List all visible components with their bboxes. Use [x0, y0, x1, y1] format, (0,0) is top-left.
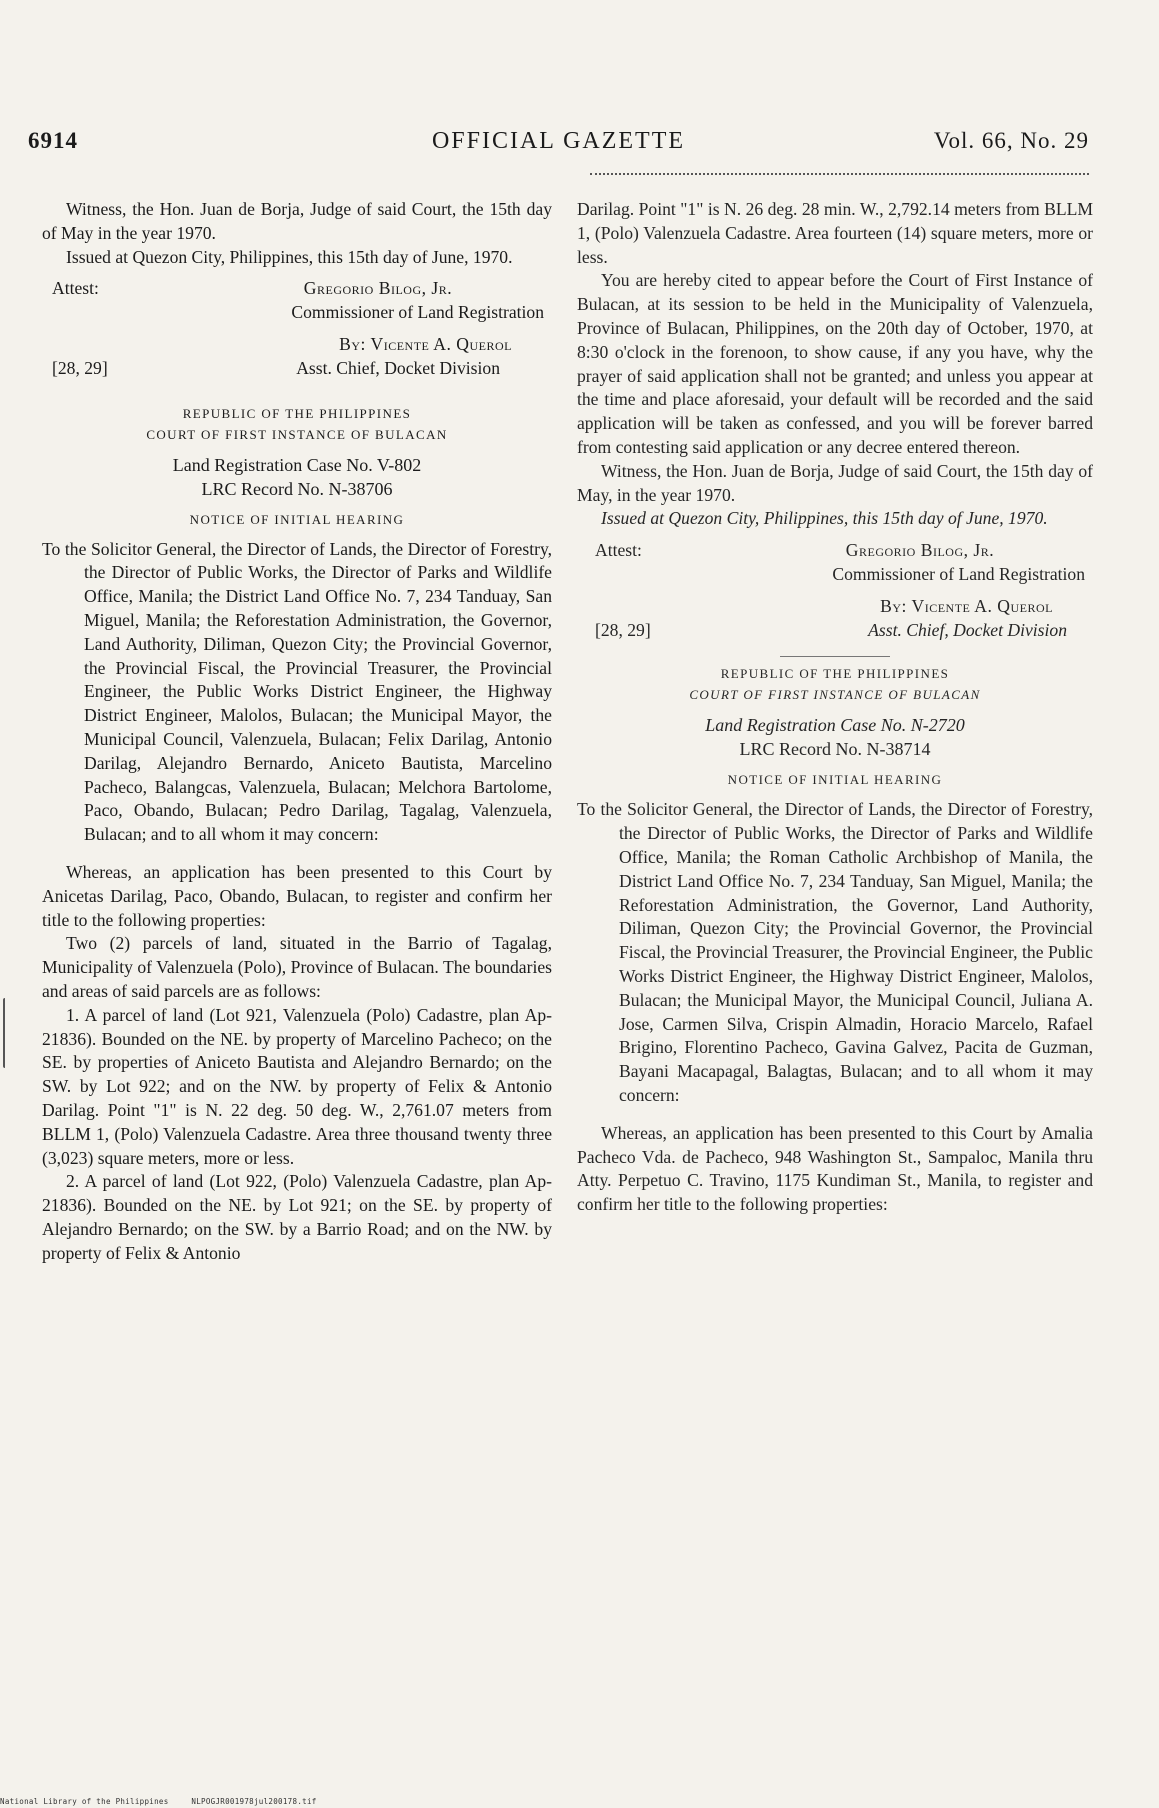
case-number: Land Registration Case No. N-2720	[705, 715, 965, 736]
scan-filename: NLPOGJR001978jul200178.tif	[191, 1797, 317, 1806]
library-credit: National Library of the Philippines	[0, 1797, 169, 1806]
attest-label: Attest:	[52, 278, 99, 299]
attest-label: Attest:	[595, 540, 642, 561]
issue-reference: [28, 29]	[595, 619, 651, 640]
republic-heading: REPUBLIC OF THE PHILIPPINES	[182, 405, 412, 421]
cited-paragraph: You are hereby cited to appear before the Court of First Instance of Bulacan, at its session to be held in the Municipality of Valenzuela, Province of Bulacan, Philippines, on the 20th day of October, 1970, at 8:30 o'clock in the forenoon, to show cause, if any you have, why the prayer of said application shall not be granted; and unless you appear at the time and place aforesaid, your default will be recorded and the said application will be taken as confessed, and you will be forever barred from contesting said application or any decree entered thereon.	[577, 270, 1093, 457]
issued-paragraph: Issued at Quezon City, Philippines, this 15th day of June, 1970.	[601, 508, 1048, 529]
notice-heading: NOTICE OF INITIAL HEARING	[189, 511, 405, 527]
publication-title: OFFICIAL GAZETTE	[431, 128, 686, 154]
left-column	[42, 198, 552, 1265]
parcel-two: 2. A parcel of land (Lot 922, (Polo) Valenzuela Cadastre, plan Ap-21836). Bounded on the NE. by Lot 921; on the SE. by property of Alejandro Bernardo; on the SW. by a Barrio Road; and on the NW. by property of Felix & Antonio	[42, 1171, 552, 1263]
parcel-continuation: Darilag. Point "1" is N. 26 deg. 28 min. W., 2,792.14 meters from BLLM 1, (Polo) Valenzuela Cadastre. Area fourteen (14) square meters, more or less.	[577, 199, 1093, 267]
issue-reference: [28, 29]	[52, 357, 108, 378]
commissioner-title: Commissioner of Land Registration	[291, 302, 544, 323]
lrc-record: LRC Record No. N-38714	[739, 739, 931, 760]
ref-line	[42, 357, 552, 381]
case-number: Land Registration Case No. V-802	[172, 454, 422, 475]
scan-edge-mark	[3, 998, 8, 1068]
addressees-paragraph: To the Solicitor General, the Director of Lands, the Director of Forestry, the Director of Public Works, the Director of Parks and Wildlife Office, Manila; the District Land Office No. 7, 234 Tanduay, San Miguel, Manila; the Reforestation Administration, the Governor, Land Authority, Diliman, Quezon City; the Provincial Governor, the Provincial Fiscal, the Provincial Treasurer, the Provincial Engineer, the Public Works District Engineer, the Highway District Engineer, Malolos, Bulacan; the Municipal Mayor, the Municipal Council, Valenzuela, Bulacan; Felix Darilag, Antonio Darilag, Alejandro Bernardo, Aniceto Bautista, Marcelino Pacheco, Balangcas, Valenzuela, Bulacan; Melchora Bartolome, Paco, Obando, Bulacan; Pedro Darilag, Tagalag, Valenzuela, Bulacan; and to all whom it may concern:	[42, 538, 552, 845]
ref-line	[577, 619, 1093, 643]
right-column	[577, 198, 1093, 1217]
attest-line	[577, 539, 1093, 563]
whereas-paragraph: Whereas, an application has been presented to this Court by Amalia Pacheco Vda. de Pacheco, 948 Washington St., Sampaloc, Manila thru Atty. Perpetuo C. Travino, 1175 Kundiman St., Manila, to register and confirm her title to the following properties:	[577, 1122, 1093, 1215]
notice-heading: NOTICE OF INITIAL HEARING	[727, 772, 943, 788]
page-number: 6914	[28, 128, 78, 153]
lrc-record: LRC Record No. N-38706	[201, 478, 393, 499]
whereas-paragraph: Whereas, an application has been presented to this Court by Anicetas Darilag, Paco, Obando, Bulacan, to register and confirm her title to the following properties:	[42, 861, 552, 930]
parcel-one: 1. A parcel of land (Lot 921, Valenzuela (Polo) Cadastre, plan Ap-21836). Bounded on the NE. by property of Marcelino Pacheco; on the SE. by properties of Aniceto Bautista and Alejandro Bernardo; on the SW. by Lot 922; and on the NW. by property of Felix & Antonio Darilag. Point "1" is N. 22 deg. 50 deg. W., 2,761.07 meters from BLLM 1, (Polo) Valenzuela Cadastre. Area three thousand twenty three (3,023) square meters, more or less.	[42, 1004, 552, 1168]
court-heading: COURT OF FIRST INSTANCE OF BULACAN	[689, 687, 981, 703]
by-line: By: Vicente A. Querol	[880, 595, 1053, 616]
issued-paragraph: Issued at Quezon City, Philippines, this 15th day of June, 1970.	[66, 246, 513, 267]
asst-chief-title: Asst. Chief, Docket Division	[868, 619, 1067, 640]
page-header	[28, 128, 1089, 162]
parcels-intro: Two (2) parcels of land, situated in the Barrio of Tagalag, Municipality of Valenzuela (Polo), Province of Bulacan. The boundaries and areas of said parcels are as follows:	[42, 933, 552, 1001]
court-heading: COURT OF FIRST INSTANCE OF BULACAN	[146, 426, 448, 442]
scan-footer	[0, 1797, 335, 1806]
commissioner-name: Gregorio Bilog, Jr.	[303, 278, 453, 299]
volume-number: Vol. 66, No. 29	[933, 128, 1089, 153]
witness-paragraph: Witness, the Hon. Juan de Borja, Judge of said Court, the 15th day of May, in the year 1970.	[577, 460, 1093, 505]
republic-heading: REPUBLIC OF THE PHILIPPINES	[720, 666, 950, 682]
commissioner-title: Commissioner of Land Registration	[832, 563, 1085, 584]
header-rule	[590, 173, 1089, 175]
attest-line	[42, 277, 552, 301]
commissioner-name: Gregorio Bilog, Jr.	[845, 540, 995, 561]
addressees-paragraph: To the Solicitor General, the Director of Lands, the Director of Forestry, the Director of Public Works, the Director of Parks and Wildlife Office, Manila; the Roman Catholic Archbishop of Manila, the District Land Office No. 7, 234 Tanduay, San Miguel, Manila; the Reforestation Administration, the Governor, Land Authority, Diliman, Quezon City; the Provincial Governor, the Provincial Fiscal, the Provincial Treasurer, the Provincial Engineer, the Public Works District Engineer, the Highway District Engineer, Malolos, Bulacan; the Municipal Mayor, the Municipal Council, Juliana A. Jose, Carmen Silva, Crispin Almadin, Horacio Marcelo, Rafael Brigino, Florentino Pacheco, Gavina Galvez, Pacita de Guzman, Bayani Macapagal, Balagtas, Bulacan; and to all whom it may concern:	[577, 799, 1093, 1105]
by-line: By: Vicente A. Querol	[339, 333, 512, 354]
section-divider	[780, 656, 890, 657]
witness-paragraph: Witness, the Hon. Juan de Borja, Judge of said Court, the 15th day of May in the year 1970.	[42, 199, 552, 243]
asst-chief-title: Asst. Chief, Docket Division	[296, 357, 500, 378]
